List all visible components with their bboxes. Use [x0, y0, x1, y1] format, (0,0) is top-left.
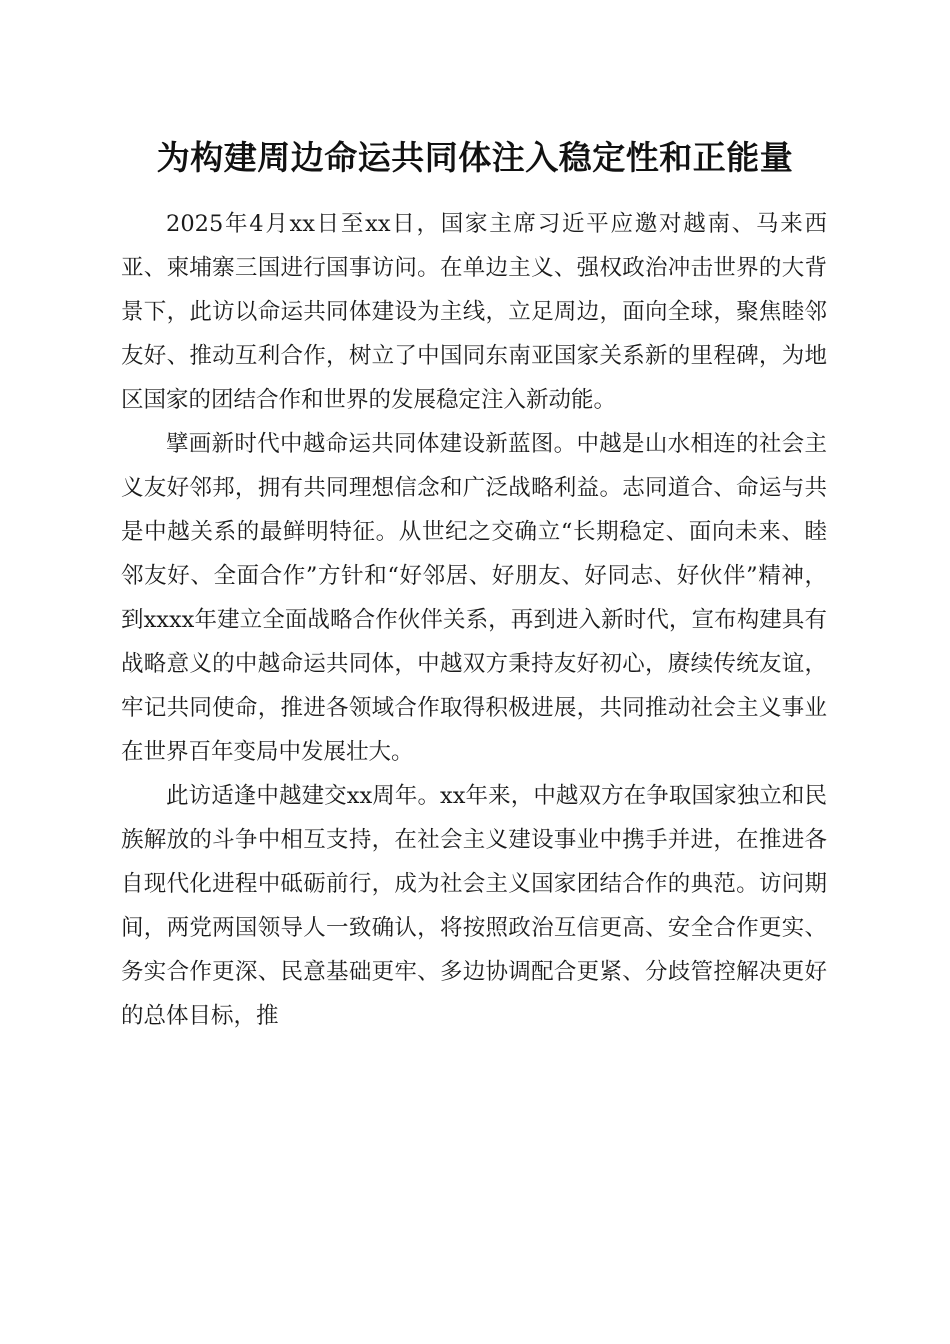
paragraph: 2025年4月xx日至xx日，国家主席习近平应邀对越南、马来西亚、柬埔寨三国进行国事访问。在单边主义、强权政治冲击世界的大背景下，此访以命运共同体建设为主线，立足周边，面向全球，聚焦睦邻友好、推动互利合作，树立了中国同东南亚国家关系新的里程碑，为地区国家的团结合作和世界的发展稳定注入新动能。: [121, 211, 827, 413]
document-title: 为构建周边命运共同体注入稳定性和正能量: [156, 138, 794, 177]
document-body: [121, 202, 827, 1038]
paragraph: 擘画新时代中越命运共同体建设新蓝图。中越是山水相连的社会主义友好邻邦，拥有共同理想信念和广泛战略利益。志同道合、命运与共是中越关系的最鲜明特征。从世纪之交确立“长期稳定、面向未来、睦邻友好、全面合作”方针和“好邻居、好朋友、好同志、好伙伴”精神，到xxxx年建立全面战略合作伙伴关系，再到进入新时代，宣布构建具有战略意义的中越命运共同体，中越双方秉持友好初心，赓续传统友谊，牢记共同使命，推进各领域合作取得积极进展，共同推动社会主义事业在世界百年变局中发展壮大。: [121, 431, 827, 765]
paragraph: 此访适逢中越建交xx周年。xx年来，中越双方在争取国家独立和民族解放的斗争中相互支持，在社会主义建设事业中携手并进，在推进各自现代化进程中砥砺前行，成为社会主义国家团结合作的典范。访问期间，两党两国领导人一致确认，将按照政治互信更高、安全合作更实、务实合作更深、民意基础更牢、多边协调配合更紧、分歧管控解决更好的总体目标，推: [121, 783, 827, 1029]
